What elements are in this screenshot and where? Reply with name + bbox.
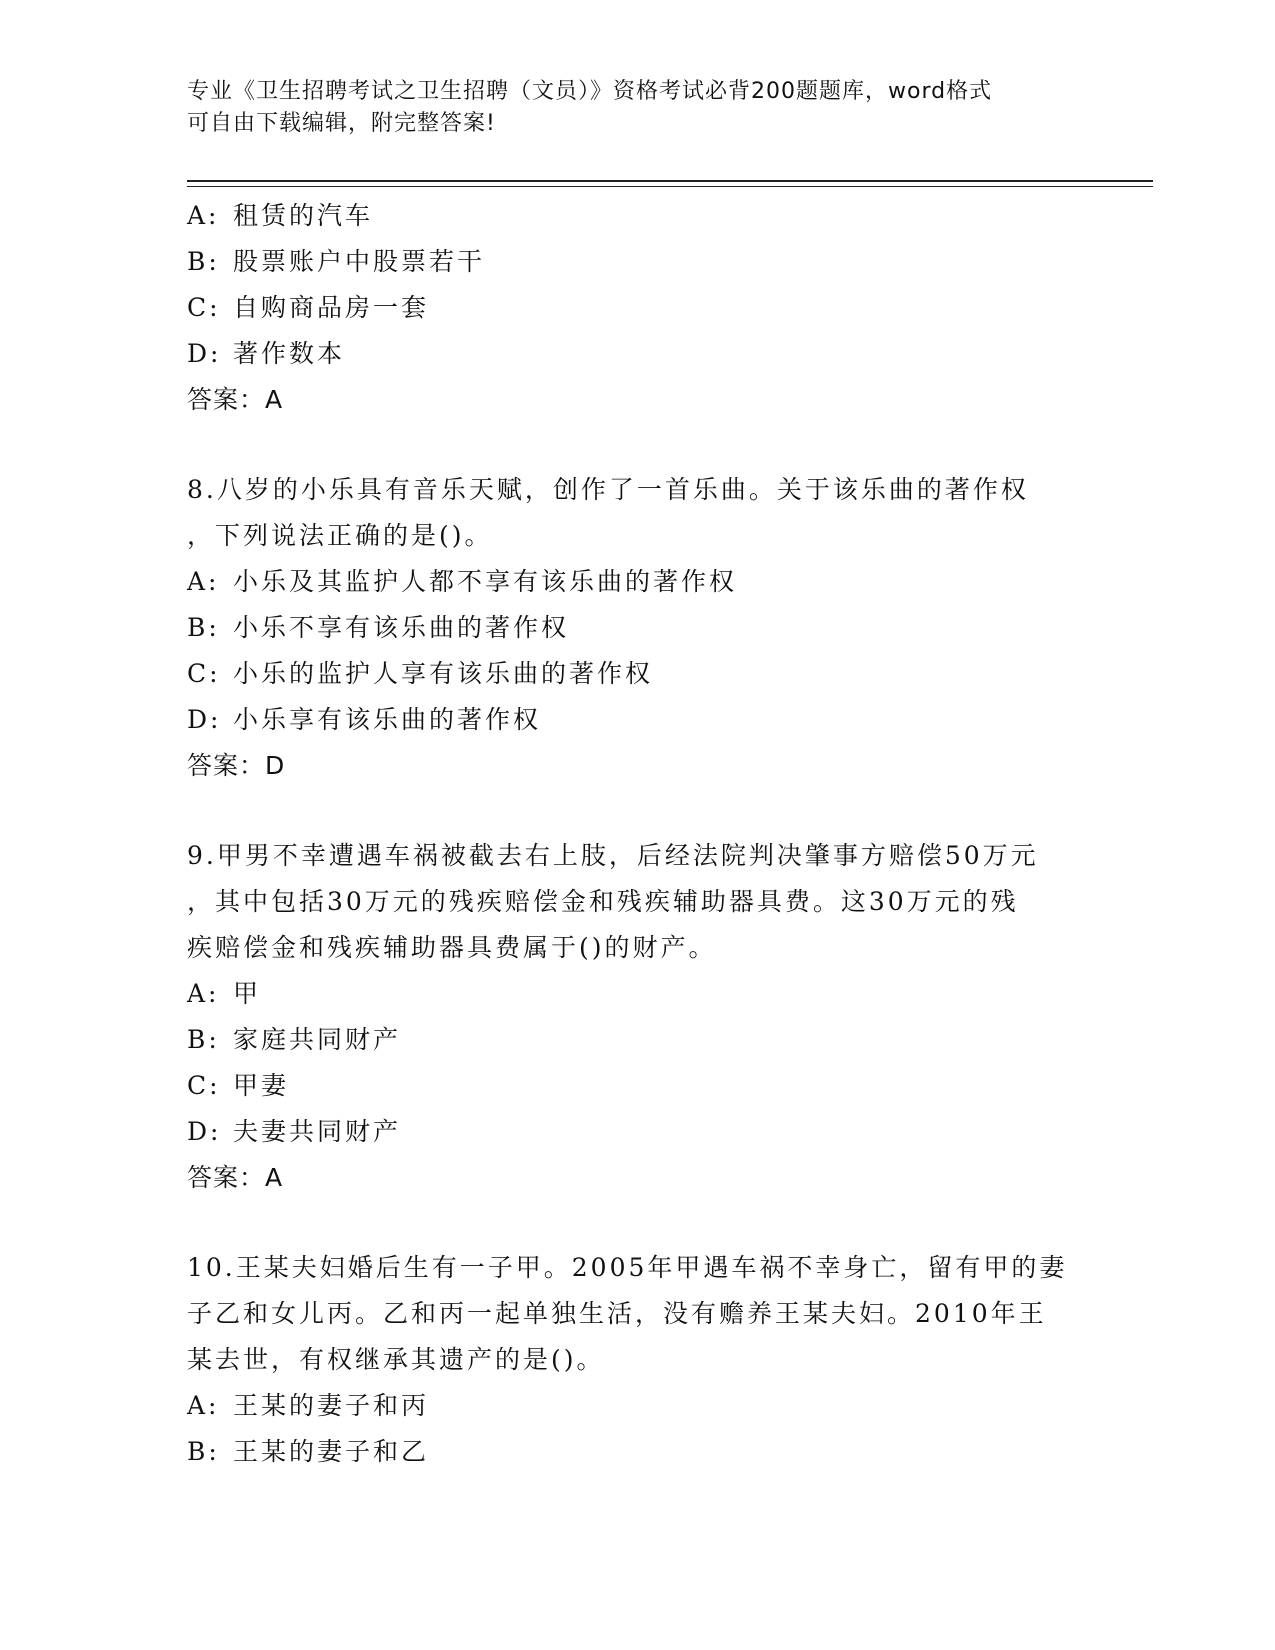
spacer <box>187 1201 1087 1245</box>
header-line-1: 专业《卫生招聘考试之卫生招聘（文员）》资格考试必背200题题库，word格式 <box>187 79 993 104</box>
question-text-line: ，下列说法正确的是()。 <box>187 521 493 550</box>
option-row <box>187 1109 1087 1155</box>
option-key: D: <box>187 705 222 734</box>
option-text: 小乐享有该乐曲的著作权 <box>233 705 542 734</box>
header-line-2: 可自由下载编辑，附完整答案! <box>187 111 496 136</box>
option-row <box>187 1383 1087 1429</box>
option-key: B: <box>187 247 220 276</box>
option-row <box>187 1017 1087 1063</box>
option-key: A: <box>187 201 220 230</box>
option-text: 自购商品房一套 <box>233 293 430 322</box>
option-key: B: <box>187 1437 220 1466</box>
question-7-block <box>187 193 1087 423</box>
spacer <box>187 789 1087 833</box>
question-text-line: 8.八岁的小乐具有音乐天赋，创作了一首乐曲。关于该乐曲的著作权 <box>187 475 1029 504</box>
question-text-line: 某去世，有权继承其遗产的是()。 <box>187 1345 605 1374</box>
option-key: B: <box>187 1025 220 1054</box>
option-row <box>187 651 1087 697</box>
question-text-line: 子乙和女儿丙。乙和丙一起单独生活，没有赡养王某夫妇。2010年王 <box>187 1299 1047 1328</box>
option-row <box>187 559 1087 605</box>
question-text-line: 疾赔偿金和残疾辅助器具费属于()的财产。 <box>187 933 717 962</box>
option-row <box>187 285 1087 331</box>
option-row <box>187 971 1087 1017</box>
question-10-block <box>187 1245 1087 1475</box>
question-text-line: ，其中包括30万元的残疾赔偿金和残疾辅助器具费。这30万元的残 <box>187 887 1019 916</box>
option-row <box>187 239 1087 285</box>
option-key: A: <box>187 567 220 596</box>
option-text: 股票账户中股票若干 <box>233 247 486 276</box>
option-text: 家庭共同财产 <box>233 1025 402 1054</box>
option-text: 小乐的监护人享有该乐曲的著作权 <box>233 659 654 688</box>
spacer <box>187 423 1087 467</box>
question-text-line: 10.王某夫妇婚后生有一子甲。2005年甲遇车祸不幸身亡，留有甲的妻 <box>187 1253 1068 1282</box>
question-text-line: 9.甲男不幸遭遇车祸被截去右上肢，后经法院判决肇事方赔偿50万元 <box>187 841 1039 870</box>
option-key: C: <box>187 1071 221 1100</box>
answer-line: 答案：A <box>187 385 284 414</box>
option-text: 著作数本 <box>233 339 346 368</box>
header-rule-thick <box>187 180 1153 182</box>
option-key: D: <box>187 339 222 368</box>
option-row <box>187 1063 1087 1109</box>
option-key: A: <box>187 1391 220 1420</box>
question-list <box>187 193 1087 1475</box>
option-text: 王某的妻子和丙 <box>233 1391 430 1420</box>
option-text: 租赁的汽车 <box>233 201 374 230</box>
option-text: 小乐不享有该乐曲的著作权 <box>233 613 570 642</box>
option-key: B: <box>187 613 220 642</box>
option-row <box>187 1429 1087 1475</box>
option-text: 王某的妻子和乙 <box>233 1437 430 1466</box>
option-row <box>187 193 1087 239</box>
option-text: 夫妻共同财产 <box>233 1117 402 1146</box>
option-text: 甲 <box>233 979 262 1008</box>
option-text: 甲妻 <box>233 1071 290 1100</box>
option-key: C: <box>187 293 221 322</box>
answer-line: 答案：A <box>187 1163 284 1192</box>
option-text: 小乐及其监护人都不享有该乐曲的著作权 <box>233 567 738 596</box>
option-key: C: <box>187 659 221 688</box>
question-9-block <box>187 833 1087 1201</box>
option-key: A: <box>187 979 220 1008</box>
question-8-block <box>187 467 1087 789</box>
header-rule-thin <box>187 186 1153 187</box>
option-row <box>187 605 1087 651</box>
option-key: D: <box>187 1117 222 1146</box>
answer-line: 答案：D <box>187 751 286 780</box>
option-row <box>187 331 1087 377</box>
document-header <box>187 76 1087 140</box>
option-row <box>187 697 1087 743</box>
